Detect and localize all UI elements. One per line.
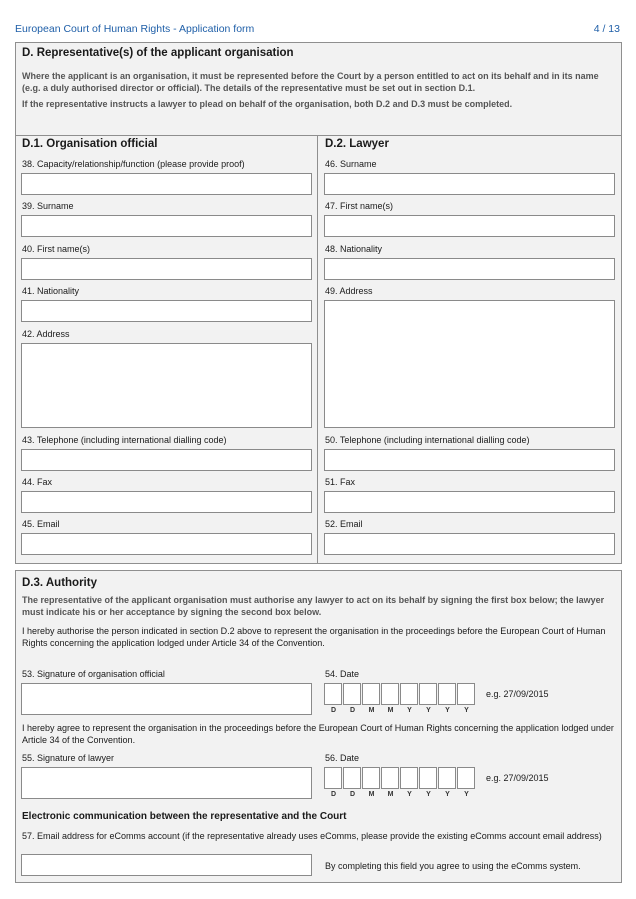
field-39-label: 39. Surname [22,201,74,211]
lawyer-nationality-field[interactable] [324,258,615,280]
section-d-intro: Where the applicant is an organisation, it must be represented before the Court by a person entitled to act on its behalf and in its name (e.g. a duly authorised director or official). The details of the representative must be set out in section D.1. [22,71,599,93]
date-example: e.g. 27/09/2015 [486,689,549,699]
field-54-label: 54. Date [325,669,360,679]
ecomm-title: Electronic communication between the representative and the Court [22,811,347,822]
capacity-field[interactable] [21,173,312,195]
official-surname-field[interactable] [21,215,312,237]
date-example-2: e.g. 27/09/2015 [486,773,549,783]
section-d-divider [15,135,622,136]
field-40-label: 40. First name(s) [22,244,91,254]
section-d-title: D. Representative(s) of the applicant organisation [22,47,294,59]
d2-title: D.2. Lawyer [325,138,389,150]
field-57-label: 57. Email address for eComms account (if the representative already uses eComms, please provide the existing eComms account email address) [22,831,602,841]
field-48-label: 48. Nationality [325,244,383,254]
official-address-field[interactable] [21,343,312,428]
agree-statement: I hereby agree to represent the organisation in the proceedings before the European Court of Human Rights concerning the application lodged under Article 34 of the Convention. [22,723,614,745]
field-41-label: 41. Nationality [22,286,80,296]
official-date-format: D D M M Y Y Y Y [330,707,469,714]
field-43-label: 43. Telephone (including international dialling code) [22,435,227,445]
field-46-label: 46. Surname [325,159,377,169]
lawyer-surname-field[interactable] [324,173,615,195]
official-fax-field[interactable] [21,491,312,513]
field-55-label: 55. Signature of lawyer [22,753,115,763]
section-d-note: If the representative instructs a lawyer to plead on behalf of the organisation, both D.2 and D.3 must be completed. [22,99,513,109]
field-52-label: 52. Email [325,519,363,529]
lawyer-email-field[interactable] [324,533,615,555]
ecomm-consent-note: By completing this field you agree to using the eComms system. [325,861,581,871]
lawyer-signature-field[interactable] [21,767,312,799]
official-date-field[interactable] [324,683,476,705]
official-first-name-field[interactable] [21,258,312,280]
official-nationality-field[interactable] [21,300,312,322]
field-44-label: 44. Fax [22,477,53,487]
page-number: 4 / 13 [593,23,620,35]
lawyer-telephone-field[interactable] [324,449,615,471]
d3-title: D.3. Authority [22,577,97,589]
document-title: European Court of Human Rights - Application form [15,23,255,35]
lawyer-address-field[interactable] [324,300,615,428]
field-47-label: 47. First name(s) [325,201,394,211]
field-56-label: 56. Date [325,753,360,763]
lawyer-first-name-field[interactable] [324,215,615,237]
lawyer-date-format: D D M M Y Y Y Y [330,791,469,798]
field-50-label: 50. Telephone (including international dialling code) [325,435,530,445]
field-45-label: 45. Email [22,519,60,529]
official-telephone-field[interactable] [21,449,312,471]
field-42-label: 42. Address [22,329,70,339]
official-signature-field[interactable] [21,683,312,715]
lawyer-fax-field[interactable] [324,491,615,513]
field-53-label: 53. Signature of organisation official [22,669,165,679]
official-email-field[interactable] [21,533,312,555]
column-divider [317,135,318,564]
field-51-label: 51. Fax [325,477,356,487]
field-49-label: 49. Address [325,286,373,296]
d1-title: D.1. Organisation official [22,138,158,150]
field-38-label: 38. Capacity/relationship/function (please provide proof) [22,159,245,169]
authorise-statement: I hereby authorise the person indicated in section D.2 above to represent the organisation in the proceedings before the European Court of Human Rights concerning the application lodged under Article 34 of the Convention. [22,626,606,648]
ecomm-email-field[interactable] [21,854,312,876]
d3-intro: The representative of the applicant organisation must authorise any lawyer to act on its behalf by signing the first box below; the lawyer must indicate his or her acceptance by signing the second box below. [22,595,605,617]
lawyer-date-field[interactable] [324,767,476,789]
